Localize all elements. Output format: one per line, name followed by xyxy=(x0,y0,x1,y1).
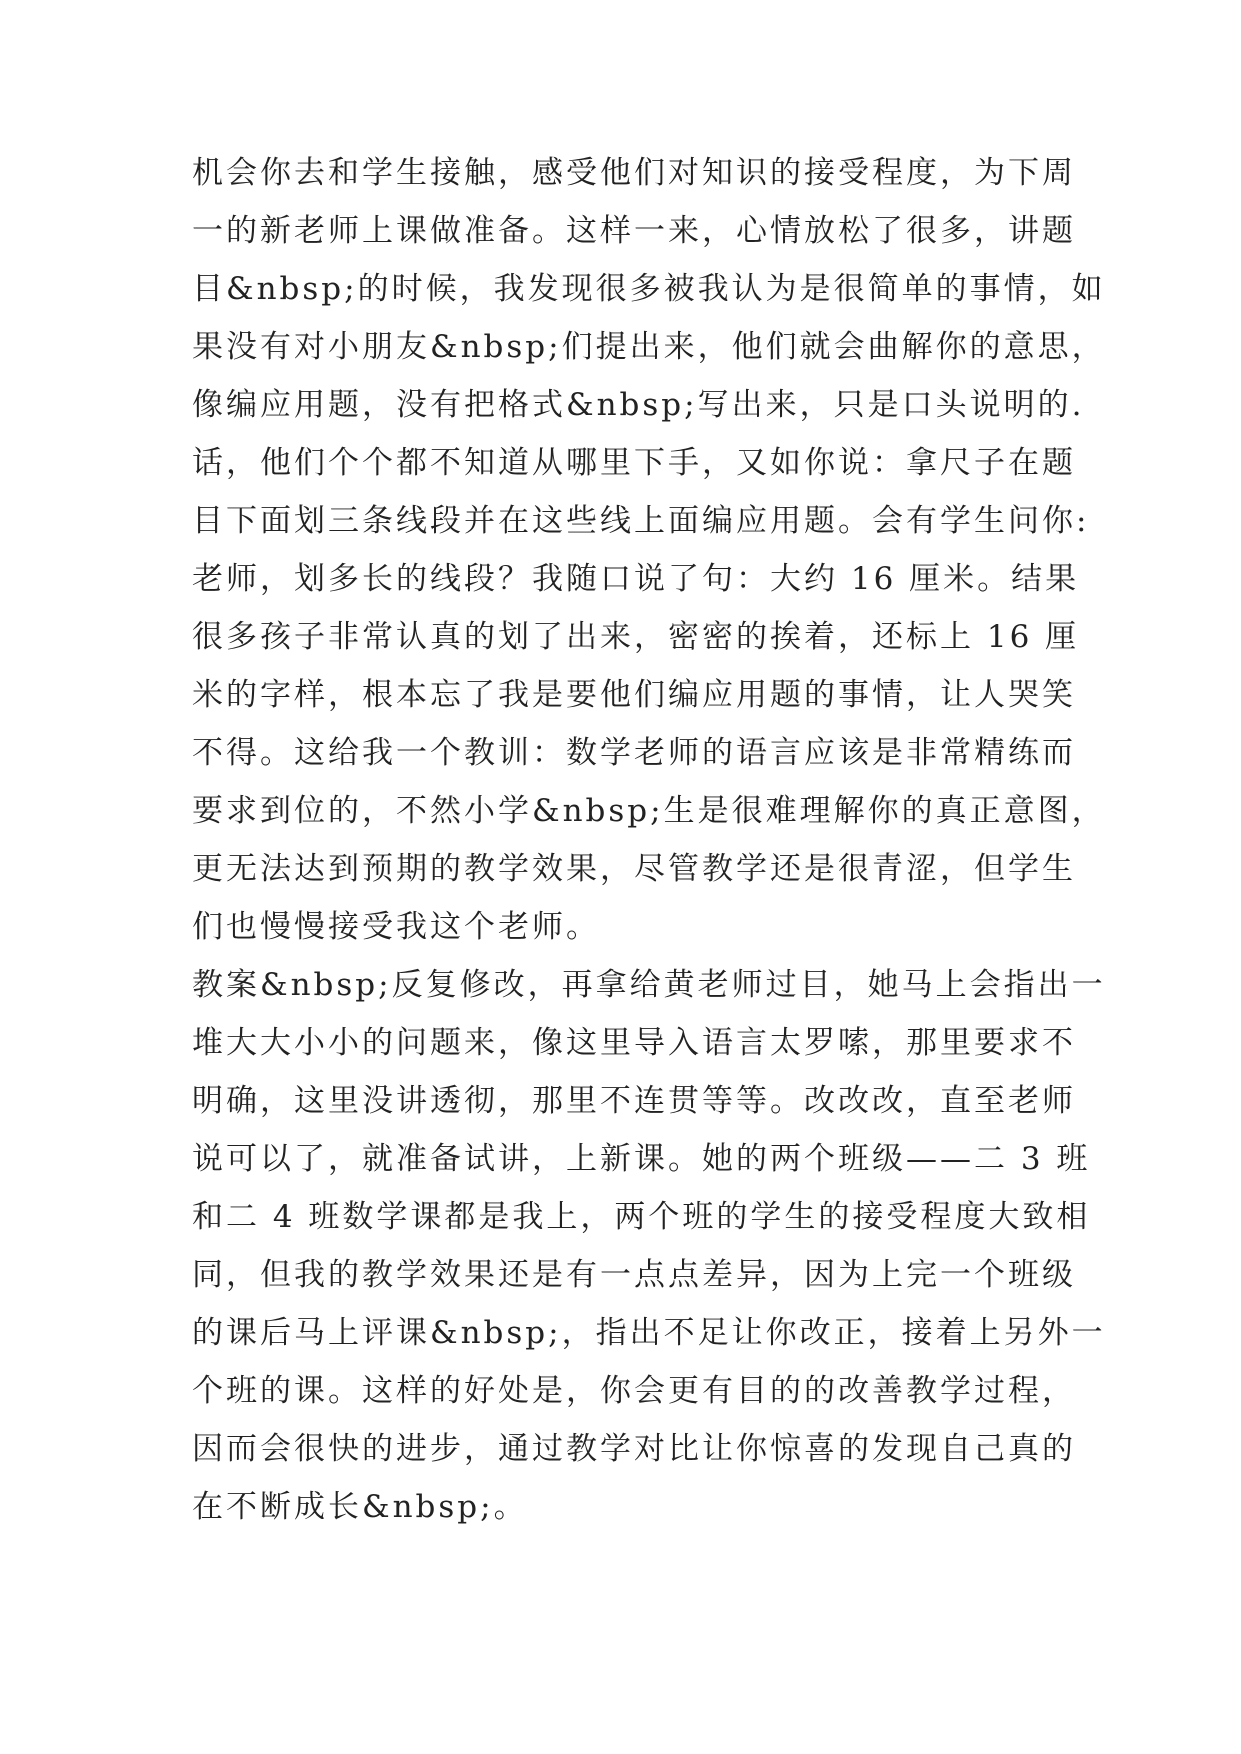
text-line: 教案&nbsp;反复修改，再拿给黄老师过目，她马上会指出一 xyxy=(192,967,1106,1003)
text-line: 老师，划多长的线段？我随口说了句：大约 16 厘米。结果 xyxy=(192,561,1080,597)
text-line: 的课后马上评课&nbsp;，指出不足让你改正，接着上另外一 xyxy=(192,1315,1106,1351)
text-line: 明确，这里没讲透彻，那里不连贯等等。改改改，直至老师 xyxy=(192,1083,1076,1119)
text-line: 因而会很快的进步，通过教学对比让你惊喜的发现自己真的 xyxy=(192,1431,1076,1467)
text-line: 很多孩子非常认真的划了出来，密密的挨着，还标上 16 厘 xyxy=(192,619,1080,655)
text-line: 不得。这给我一个教训：数学老师的语言应该是非常精练而 xyxy=(192,735,1076,771)
text-line: 说可以了，就准备试讲，上新课。她的两个班级——二 3 班 xyxy=(192,1141,1091,1177)
text-line: 目&nbsp;的时候，我发现很多被我认为是很简单的事情，如 xyxy=(192,271,1106,307)
text-line: 个班的课。这样的好处是，你会更有目的的改善教学过程， xyxy=(192,1373,1076,1409)
text-line: 像编应用题，没有把格式&nbsp;写出来，只是口头说明的. xyxy=(192,387,1085,423)
text-line: 要求到位的，不然小学&nbsp;生是很难理解你的真正意图， xyxy=(192,793,1106,829)
text-line: 机会你去和学生接触，感受他们对知识的接受程度，为下周 xyxy=(192,155,1076,191)
text-line: 一的新老师上课做准备。这样一来，心情放松了很多，讲题 xyxy=(192,213,1076,249)
text-line: 果没有对小朋友&nbsp;们提出来，他们就会曲解你的意思， xyxy=(192,329,1106,365)
text-line: 话，他们个个都不知道从哪里下手，又如你说：拿尺子在题 xyxy=(192,445,1076,481)
text-line: 同，但我的教学效果还是有一点点差异，因为上完一个班级 xyxy=(192,1257,1076,1293)
body-text xyxy=(192,144,1106,1536)
text-line: 米的字样，根本忘了我是要他们编应用题的事情，让人哭笑 xyxy=(192,677,1076,713)
text-line: 和二 4 班数学课都是我上，两个班的学生的接受程度大致相 xyxy=(192,1199,1091,1235)
text-line: 在不断成长&nbsp;。 xyxy=(192,1489,528,1525)
text-line: 更无法达到预期的教学效果，尽管教学还是很青涩，但学生 xyxy=(192,851,1076,887)
text-line: 目下面划三条线段并在这些线上面编应用题。会有学生问你: xyxy=(192,503,1090,539)
text-line: 堆大大小小的问题来，像这里导入语言太罗嗦，那里要求不 xyxy=(192,1025,1076,1061)
text-line: 们也慢慢接受我这个老师。 xyxy=(192,909,600,945)
